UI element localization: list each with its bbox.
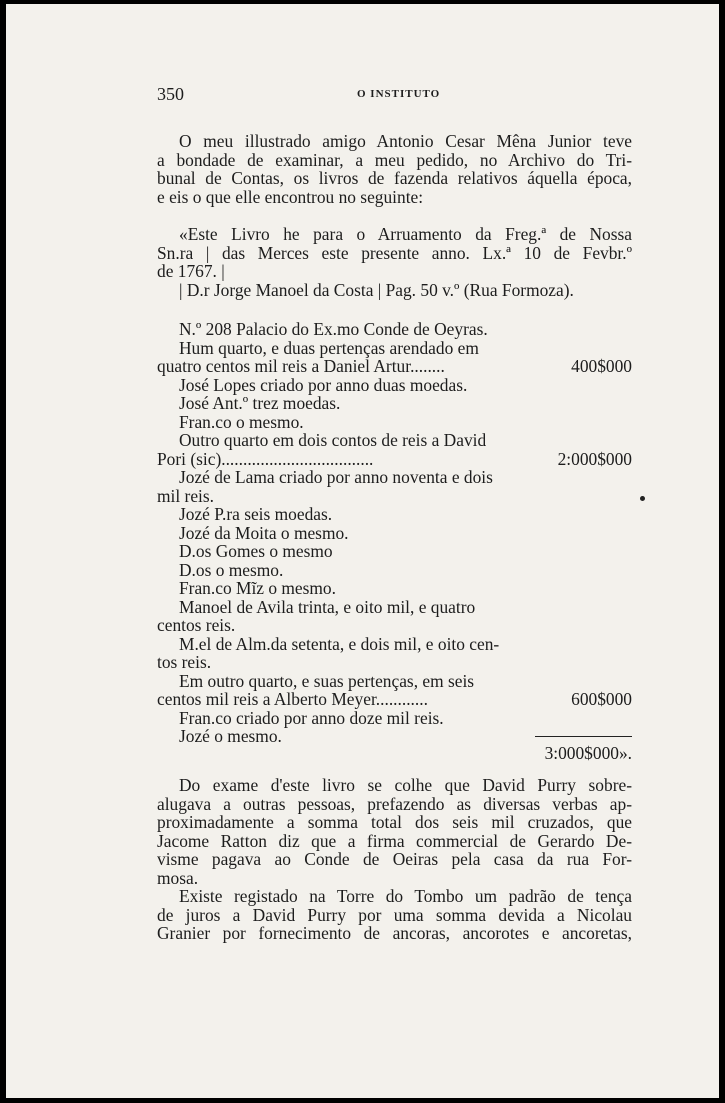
total-amount: 3:000$000». <box>544 743 632 763</box>
ledger-total <box>157 744 632 763</box>
entry-text: Jozé de Lama criado por anno noventa e dois <box>179 467 493 487</box>
ledger-entry <box>157 598 632 617</box>
text-line: Sn.ra | das Merces este presente anno. Lx.ª 10 de Fevbr.º <box>157 242 632 263</box>
ledger-entry <box>157 431 632 450</box>
entry-text: quatro centos mil reis a Daniel Artur........ <box>157 356 445 376</box>
ledger-entry <box>157 450 632 469</box>
closing-paragraph <box>157 776 632 943</box>
ledger-entry <box>157 672 632 691</box>
ledger-entry <box>157 561 632 580</box>
ledger-entry <box>157 394 632 413</box>
ledger-entry <box>157 320 632 339</box>
text-line: e eis o que elle encontrou no seguinte: <box>157 186 424 207</box>
ledger-entry <box>157 505 632 524</box>
entry-amount: 2:000$000 <box>557 448 632 469</box>
entry-text: Outro quarto em dois contos de reis a David <box>179 430 487 450</box>
entry-text: centos reis. <box>157 615 236 635</box>
entry-amount: 600$000 <box>571 689 632 709</box>
total-row <box>157 744 632 763</box>
entry-text: Manoel de Avila trinta, e oito mil, e quatro <box>179 596 476 617</box>
ledger-entry <box>157 635 632 654</box>
text-line: mosa. <box>157 867 199 888</box>
quote-paragraph <box>157 225 632 299</box>
ledger-entry <box>157 339 632 358</box>
ledger-entry <box>157 357 632 376</box>
entry-text: Jozé da Moita o mesmo. <box>179 522 349 543</box>
text-line: Do exame d'este livro se colhe que David Purry sobre- <box>179 775 632 795</box>
total-rule <box>535 736 632 737</box>
entry-amount: 400$000 <box>571 356 632 376</box>
entry-text: D.os o mesmo. <box>179 559 284 580</box>
entry-text: Hum quarto, e duas pertenças arendado em <box>179 337 479 358</box>
text-line: a bondade de examinar, a meu pedido, no Archivo do Tri- <box>157 149 632 170</box>
ledger-entry <box>157 376 632 395</box>
ink-speck <box>640 496 645 501</box>
page-number: 350 <box>157 84 184 104</box>
page-header <box>157 84 632 106</box>
ledger-entry <box>157 616 632 635</box>
entry-text: N.º 208 Palacio do Ex.mo Conde de Oeyras. <box>179 319 488 339</box>
ledger-entries <box>157 320 632 746</box>
entry-text: tos reis. <box>157 652 212 672</box>
ledger-entry <box>157 542 632 561</box>
text-line: de juros a David Purry por uma somma devida a Nicolau <box>157 904 632 925</box>
entry-text: José Lopes criado por anno duas moedas. <box>179 374 468 395</box>
text-line: | D.r Jorge Manoel da Costa | Pag. 50 v.º (Rua Formoza). <box>179 279 574 300</box>
entry-text: D.os Gomes o mesmo <box>179 541 333 561</box>
text-line: alugava a outras pessoas, prefazendo as diversas verbas ap- <box>157 793 632 814</box>
entry-text: Fran.co criado por anno doze mil reis. <box>179 707 444 728</box>
ledger-entry <box>157 690 632 709</box>
ledger-entry <box>157 487 632 506</box>
running-title: O INSTITUTO <box>357 88 441 100</box>
text-line: proximadamente a somma total dos seis mil cruzados, que <box>157 812 632 832</box>
ledger-entry <box>157 709 632 728</box>
text-line: Jacome Ratton diz que a firma commercial de Gerardo De- <box>157 830 632 851</box>
entry-text: Jozé P.ra seis moedas. <box>179 504 333 524</box>
text-line: Existe registado na Torre do Tombo um padrão de tença <box>179 886 632 906</box>
ledger-entry <box>157 413 632 432</box>
entry-text: Pori (sic)................................... <box>157 448 374 469</box>
ledger-entry <box>157 468 632 487</box>
entry-text: Fran.co Mĩz o mesmo. <box>179 578 336 598</box>
entry-text: José Ant.º trez moedas. <box>179 393 341 413</box>
text-line: «Este Livro he para o Arruamento da Freg.ª de Nossa <box>179 224 632 244</box>
entry-text: Em outro quarto, e suas pertenças, em seis <box>179 670 475 691</box>
entry-text: centos mil reis a Alberto Meyer............ <box>157 689 428 709</box>
intro-paragraph <box>157 132 632 206</box>
text-line: O meu illustrado amigo Antonio Cesar Mêna Junior teve <box>179 131 632 151</box>
text-line: Granier por fornecimento de ancoras, ancorotes e ancoretas, <box>157 923 632 943</box>
text-line: bunal de Contas, os livros de fazenda relativos áquella época, <box>157 168 632 188</box>
entry-text: mil reis. <box>157 485 214 506</box>
entry-text: M.el de Alm.da setenta, e dois mil, e oito cen- <box>179 633 500 654</box>
entry-text: Jozé o mesmo. <box>179 726 282 746</box>
text-line: visme pagava ao Conde de Oeiras pela casa da rua For- <box>157 849 632 869</box>
document-page <box>6 4 719 1098</box>
ledger-entry <box>157 579 632 598</box>
ledger-entry <box>157 653 632 672</box>
text-line: de 1767. | <box>157 261 225 281</box>
entry-text: Fran.co o mesmo. <box>179 411 304 432</box>
ledger-entry <box>157 524 632 543</box>
